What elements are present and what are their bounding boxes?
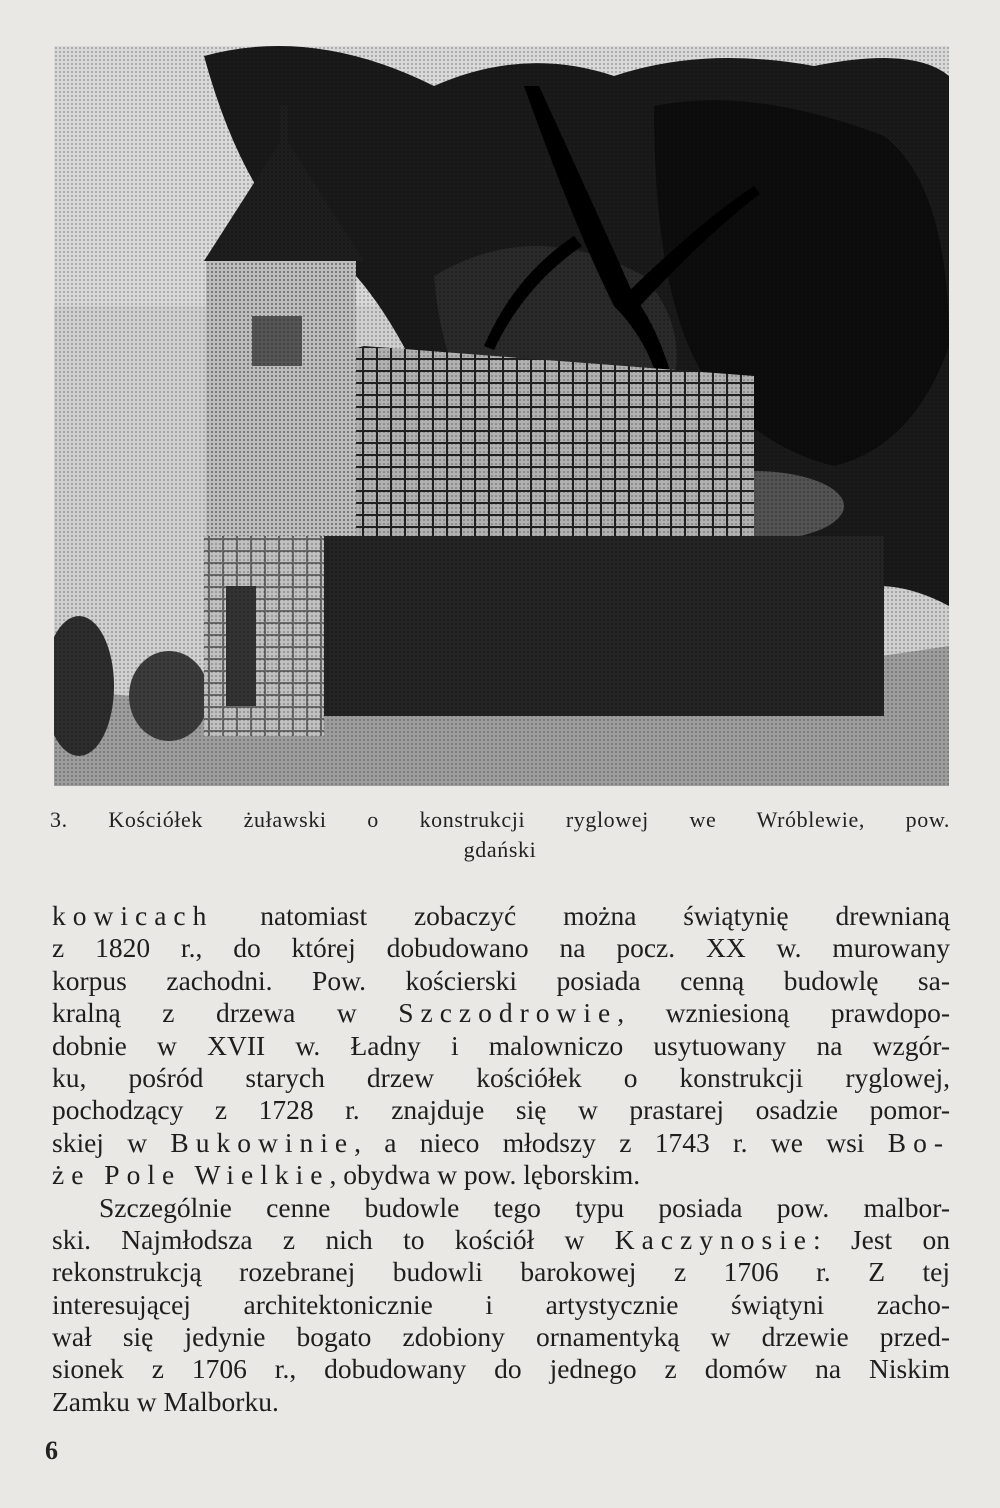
- text-line: [52, 997, 950, 1029]
- text-line: sionek z 1706 r., dobudowany do jednego z domów na Niskim: [52, 1353, 950, 1385]
- text-line: [52, 1224, 950, 1256]
- spaced-word: Szczodrowie: [398, 997, 618, 1029]
- body-text: [52, 900, 950, 1418]
- text-line: [52, 1127, 950, 1159]
- spaced-word: Bukowinie: [170, 1126, 355, 1158]
- text-line: Szczególnie cenne budowle tego typu posiada pow. malbor-: [99, 1191, 950, 1223]
- text-line: ku, pośród starych drzew kościółek o konstrukcji ryglowej,: [52, 1061, 950, 1093]
- text-line: [52, 900, 950, 932]
- spaced-word: kowicach: [52, 900, 214, 931]
- spaced-word: Bo-: [887, 1126, 950, 1158]
- church-photo-illustration: [54, 46, 949, 786]
- text-run: ski. Najmłodsza z nich to kościół w: [52, 1223, 615, 1255]
- text-line: interesującej architektonicznie i artystycznie świątyni zacho-: [52, 1288, 950, 1320]
- spaced-word: Kaczynosie: [614, 1223, 813, 1255]
- spaced-word: że Pole Wielkie: [52, 1159, 330, 1191]
- text-run: natomiast zobaczyć można świątynię drewnianą: [213, 900, 950, 931]
- text-line: wał się jedynie bogato zdobiony ornamentyką w drzewie przed-: [52, 1321, 950, 1353]
- caption-line-2: gdański: [463, 837, 537, 862]
- text-line: rekonstrukcją rozebranej budowli barokowej z 1706 r. Z tej: [52, 1256, 950, 1288]
- text-line: pochodzący z 1728 r. znajduje się w prastarej osadzie pomor-: [52, 1094, 950, 1126]
- text-line: [52, 1159, 950, 1191]
- text-run: , a nieco młodszy z 1743 r. we wsi: [354, 1126, 888, 1158]
- text-line: dobnie w XVII w. Ładny i malowniczo usytuowany na wzgór-: [52, 1029, 950, 1061]
- text-run: , wzniesioną prawdopo-: [617, 997, 950, 1029]
- text-line: korpus zachodni. Pow. kościerski posiada cenną budowlę sa-: [52, 964, 950, 996]
- text-run: , obydwa w pow. lęborskim.: [329, 1159, 641, 1191]
- text-line: z 1820 r., do której dobudowano na pocz. XX w. murowany: [52, 932, 950, 964]
- figure-caption: [50, 805, 950, 865]
- text-run: skiej w: [52, 1126, 171, 1158]
- church-photograph: [54, 46, 949, 786]
- caption-line-1: 3. Kościółek żuławski o konstrukcji ryglowej we Wróblewie, pow.: [50, 807, 950, 832]
- page-number: 6: [45, 1436, 58, 1465]
- text-run: kralną z drzewa w: [52, 997, 399, 1029]
- text-line: Zamku w Malborku.: [52, 1385, 279, 1417]
- text-run: : Jest on: [813, 1223, 951, 1255]
